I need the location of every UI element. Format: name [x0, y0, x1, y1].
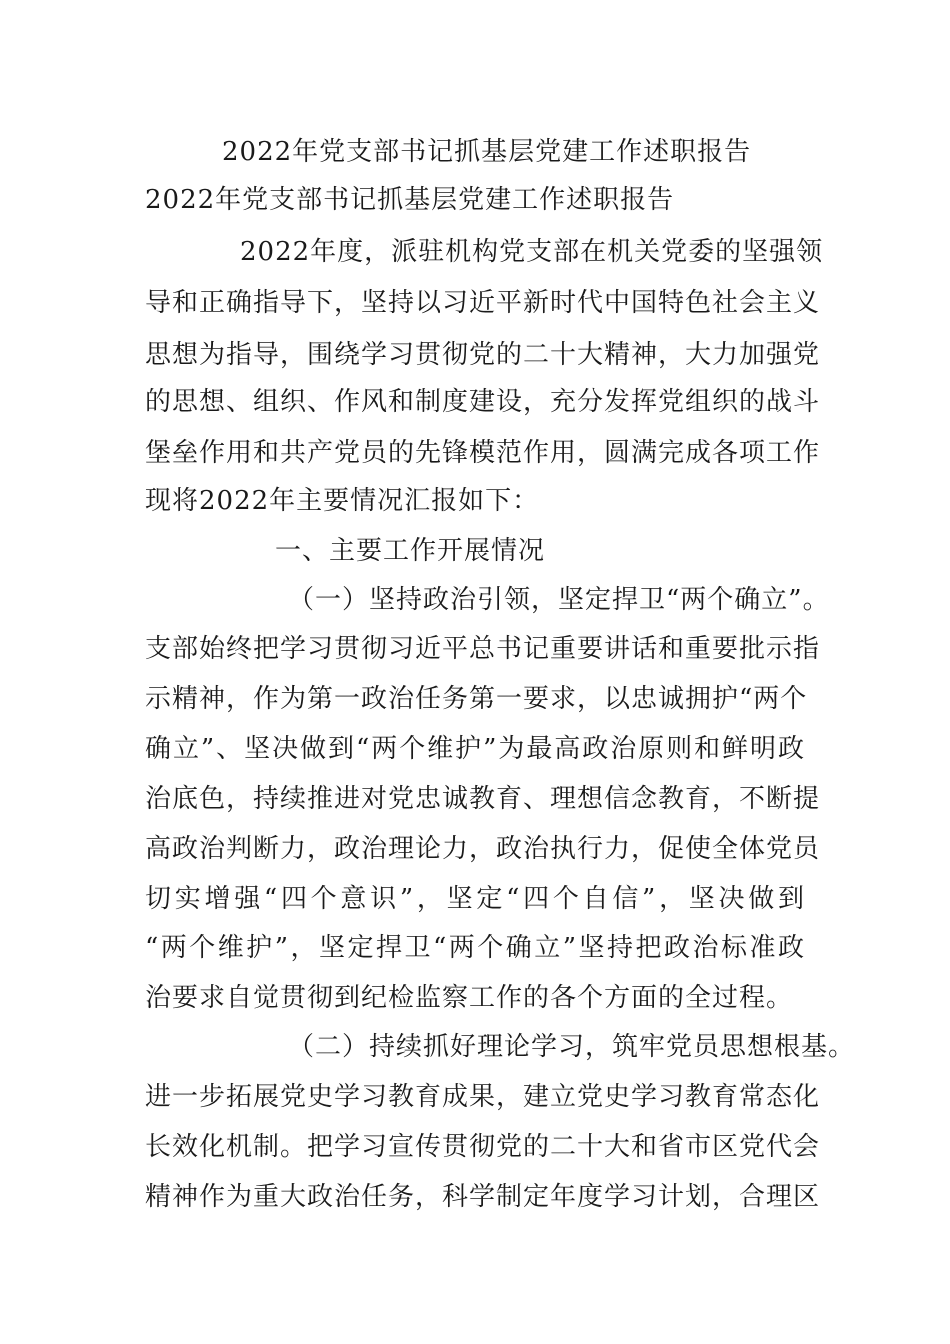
intro-line: 思想为指导，围绕学习贯彻党的二十大精神，大力加强党: [145, 340, 821, 370]
subsection-heading: （一）坚持政治引领，坚定捍卫“两个确立”。: [288, 585, 830, 615]
body-line: 进一步拓展党史学习教育成果，建立党史学习教育常态化: [145, 1082, 821, 1112]
body-line: 切实增强“四个意识”，坚定“四个自信”，坚决做到: [145, 884, 805, 914]
section-heading: 一、主要工作开展情况: [275, 536, 546, 566]
body-line: 长效化机制。把学习宣传贯彻党的二十大和省市区党代会: [145, 1132, 821, 1162]
document-subtitle: 2022年党支部书记抓基层党建工作述职报告: [145, 185, 675, 215]
intro-line: 堡垒作用和共产党员的先锋模范作用，圆满完成各项工作: [145, 438, 821, 468]
body-line: 示精神，作为第一政治任务第一要求，以忠诚拥护“两个: [145, 684, 808, 714]
body-line: 高政治判断力，政治理论力，政治执行力，促使全体党员: [145, 834, 821, 864]
body-line: 支部始终把学习贯彻习近平总书记重要讲话和重要批示指: [145, 634, 821, 664]
intro-line: 的思想、组织、作风和制度建设，充分发挥党组织的战斗: [145, 387, 821, 417]
body-line: “两个维护”，坚定捍卫“两个确立”坚持把政治标准政: [145, 933, 805, 963]
body-line: 精神作为重大政治任务，科学制定年度学习计划，合理区: [145, 1182, 821, 1212]
document-title: 2022年党支部书记抓基层党建工作述职报告: [222, 137, 752, 167]
intro-line: 导和正确指导下，坚持以习近平新时代中国特色社会主义: [145, 288, 821, 318]
body-line: 确立”、坚决做到“两个维护”为最高政治原则和鲜明政: [145, 734, 805, 764]
body-line: 治要求自觉贯彻到纪检监察工作的各个方面的全过程。: [145, 983, 794, 1013]
body-line: 治底色，持续推进对党忠诚教育、理想信念教育，不断提: [145, 784, 821, 814]
subsection-heading: （二）持续抓好理论学习，筑牢党员思想根基。: [288, 1032, 856, 1062]
intro-line: 2022年度，派驻机构党支部在机关党委的坚强领: [240, 237, 824, 267]
intro-line: 现将2022年主要情况汇报如下：: [145, 486, 540, 516]
